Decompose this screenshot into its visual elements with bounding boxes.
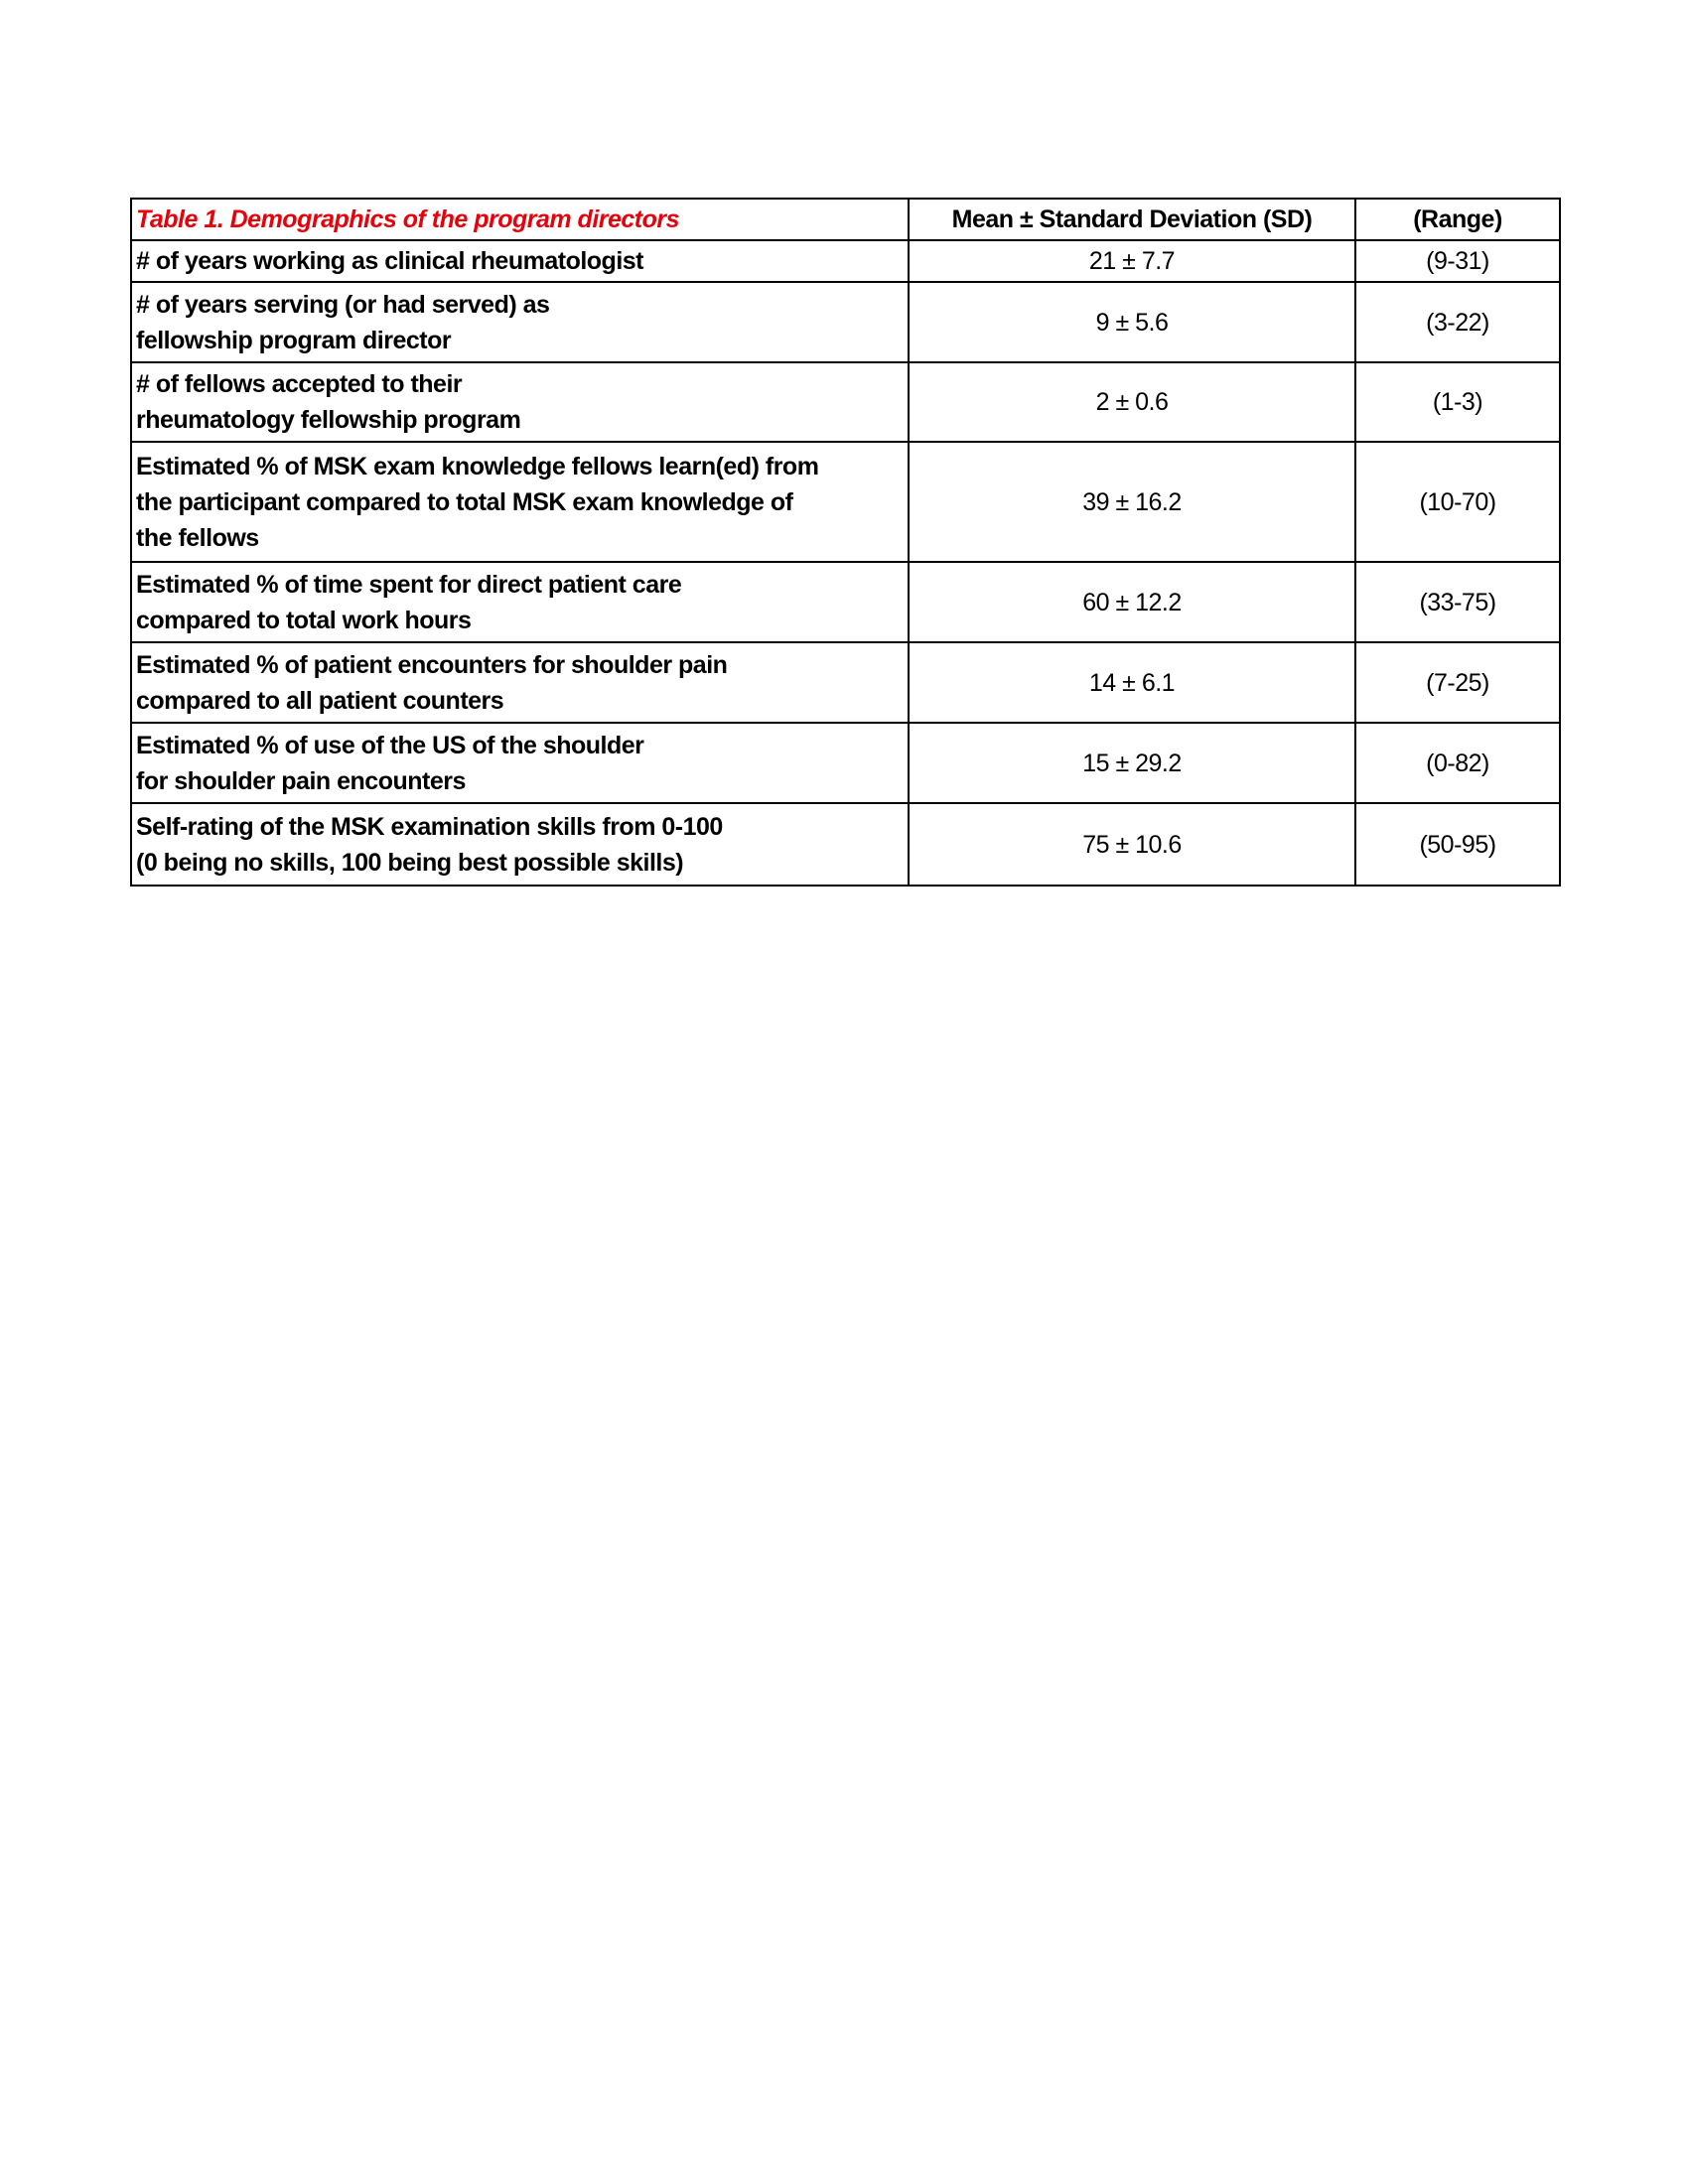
mean-sd-value: 75 ± 10.6 — [909, 803, 1355, 886]
table-row — [131, 282, 1560, 362]
table-row — [131, 803, 1560, 886]
row-label — [131, 442, 909, 562]
range-value: (3-22) — [1355, 282, 1560, 362]
range-value: (33-75) — [1355, 562, 1560, 642]
mean-sd-value: 14 ± 6.1 — [909, 642, 1355, 723]
range-value: (9-31) — [1355, 240, 1560, 282]
row-label-line: # of fellows accepted to their — [136, 370, 463, 398]
row-label-line: Estimated % of MSK exam knowledge fellows learn(ed) from — [136, 452, 819, 480]
row-label-line: Estimated % of use of the US of the shoulder — [136, 731, 644, 759]
range-value: (1-3) — [1355, 362, 1560, 442]
row-label-line: compared to all patient counters — [136, 686, 504, 715]
table-row — [131, 362, 1560, 442]
row-label — [131, 562, 909, 642]
row-label-line: compared to total work hours — [136, 606, 472, 634]
row-label-line: # of years working as clinical rheumatologist — [136, 247, 643, 275]
range-value: (10-70) — [1355, 442, 1560, 562]
row-label — [131, 803, 909, 886]
row-label-line: Self-rating of the MSK examination skills from 0-100 — [136, 812, 723, 841]
row-label — [131, 723, 909, 803]
row-label-line: Estimated % of patient encounters for shoulder pain — [136, 650, 728, 679]
demographics-table — [130, 198, 1561, 887]
row-label-line: fellowship program director — [136, 326, 452, 354]
mean-sd-value: 15 ± 29.2 — [909, 723, 1355, 803]
row-label — [131, 282, 909, 362]
table-row — [131, 723, 1560, 803]
table-title: Table 1. Demographics of the program directors — [131, 199, 909, 240]
mean-sd-value: 9 ± 5.6 — [909, 282, 1355, 362]
row-label-line: # of years serving (or had served) as — [136, 290, 550, 319]
table-row — [131, 562, 1560, 642]
row-label-line: Estimated % of time spent for direct patient care — [136, 570, 682, 599]
row-label-line: (0 being no skills, 100 being best possible skills) — [136, 848, 684, 877]
mean-sd-value: 2 ± 0.6 — [909, 362, 1355, 442]
row-label-line: the fellows — [136, 523, 259, 552]
row-label — [131, 240, 909, 282]
range-value: (0-82) — [1355, 723, 1560, 803]
row-label — [131, 642, 909, 723]
row-label-line: for shoulder pain encounters — [136, 766, 466, 795]
table-row — [131, 442, 1560, 562]
mean-sd-value: 21 ± 7.7 — [909, 240, 1355, 282]
row-label — [131, 362, 909, 442]
row-label-line: rheumatology fellowship program — [136, 406, 521, 434]
row-label-line: the participant compared to total MSK exam knowledge of — [136, 487, 793, 516]
header-mean-sd: Mean ± Standard Deviation (SD) — [909, 199, 1355, 240]
table-row — [131, 240, 1560, 282]
range-value: (7-25) — [1355, 642, 1560, 723]
header-range: (Range) — [1355, 199, 1560, 240]
range-value: (50-95) — [1355, 803, 1560, 886]
table-row — [131, 642, 1560, 723]
mean-sd-value: 39 ± 16.2 — [909, 442, 1355, 562]
table-header-row — [131, 199, 1560, 240]
mean-sd-value: 60 ± 12.2 — [909, 562, 1355, 642]
